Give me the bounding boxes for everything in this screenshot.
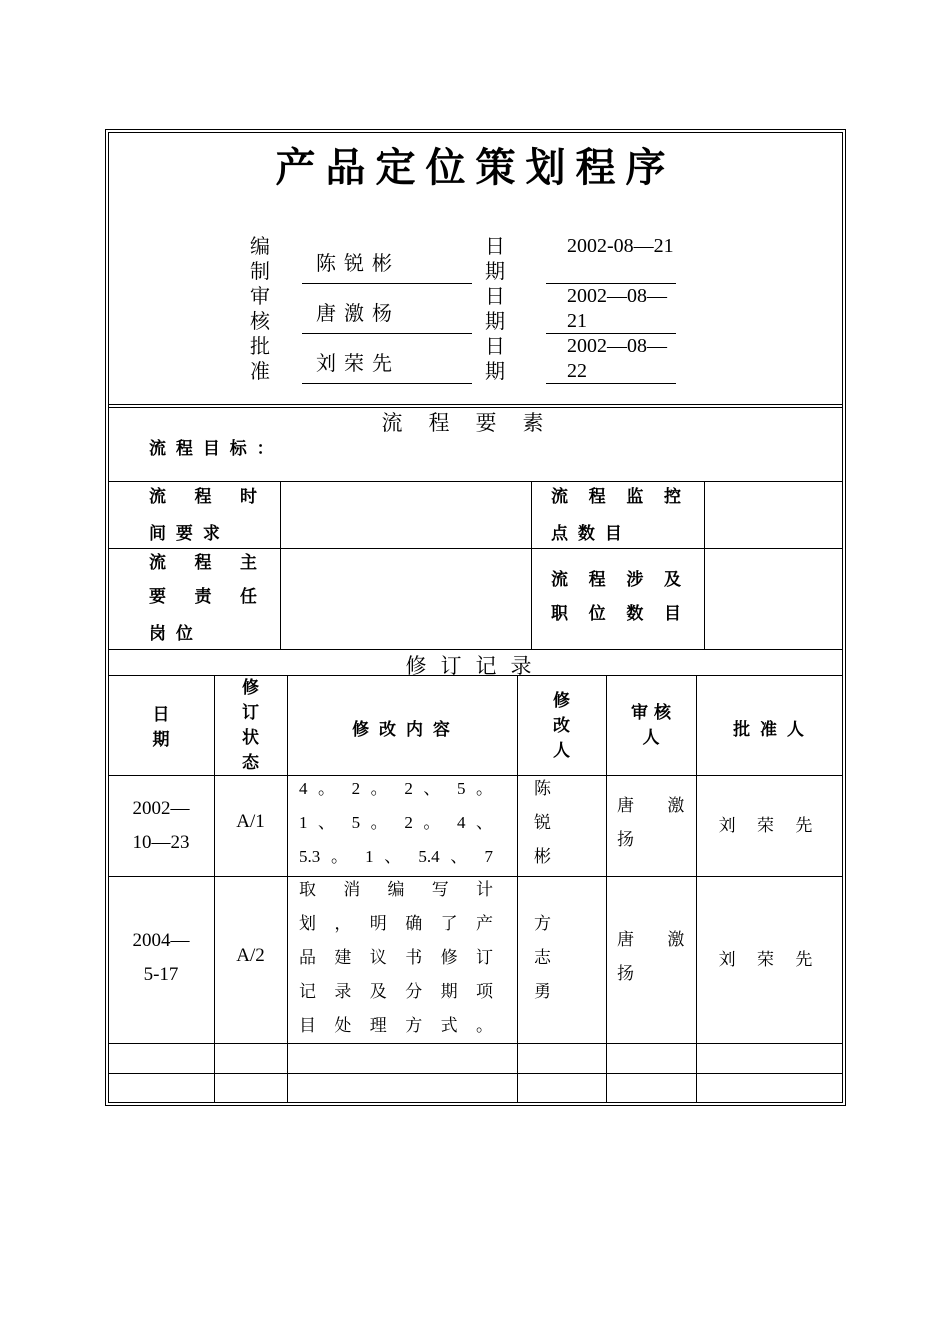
- approve-name: 刘荣先: [316, 351, 400, 375]
- rev-row1-modifier: 陈 锐 彬: [534, 779, 551, 867]
- rev-row-line-4: [108, 1073, 843, 1074]
- review-label: 审核: [250, 284, 270, 333]
- prepare-name-line: [302, 283, 472, 284]
- col-line-b: [531, 481, 532, 649]
- rev-header-date: 日 期: [152, 705, 170, 750]
- approve-label: 批准: [250, 334, 270, 383]
- rev-row2-reviewer: 唐 激 扬: [617, 930, 699, 984]
- prepare-date: 2002-08—21: [567, 235, 674, 257]
- rev-row-line-3: [108, 1043, 843, 1044]
- rev-row2-date: 2004— 5-17: [132, 930, 190, 985]
- approve-name-line: [302, 383, 472, 384]
- rev-header-status: 修 订 状 态: [242, 678, 259, 773]
- rev-row1-content: 4 。 2 。 2 、 5 。 1 、 5 。 2 。 4 、 5.3 。 1 、 5.4 、 7: [299, 779, 493, 866]
- elements-heading: 流程要素: [381, 411, 570, 435]
- approve-date-line: [546, 383, 676, 384]
- rev-header-content: 修 改 内 容: [352, 720, 452, 740]
- rev-header-reviewer: 审 核 人: [631, 703, 671, 748]
- col-line-a: [280, 481, 281, 649]
- document-title: 产品定位策划程序: [275, 145, 676, 191]
- review-date: 2002—08—21: [567, 285, 667, 332]
- section-divider-top: [108, 404, 843, 405]
- rev-row2-modifier: 方 志 勇: [534, 914, 551, 1002]
- prepare-date-label: 日期: [485, 234, 505, 283]
- rev-header-approver: 批 准 人: [733, 720, 806, 740]
- prepare-name: 陈锐彬: [316, 251, 400, 275]
- time-requirement-label: 流 程 时: [149, 487, 257, 507]
- main-posts-label: 流 程 主 要 责 任: [149, 553, 257, 607]
- rev-row1-date: 2002— 10—23: [132, 798, 190, 853]
- monitor-points-label: 流 程 监 控: [551, 487, 681, 507]
- approve-date-label: 日期: [485, 334, 505, 383]
- rev-header-modifier: 修 改 人: [553, 691, 570, 761]
- col-line-c: [704, 481, 705, 649]
- rev-row1-status: A/1: [236, 811, 265, 832]
- involved-posts-label: 流 程 涉 及 职 位 数 目: [551, 570, 681, 624]
- time-requirement-label-2: 间 要 求: [149, 524, 222, 544]
- approve-date: 2002—08—22: [567, 335, 667, 382]
- revision-heading: 修订记录: [405, 654, 546, 678]
- review-date-label: 日期: [485, 284, 505, 333]
- rev-row2-approver: 刘 荣 先: [718, 950, 821, 970]
- rev-row2-content: 取 消 编 写 计 划 ， 明 确 了 产 品 建 议 书 修 订 记 录 及 分 期 项 目 处 理 方 式 。: [299, 880, 493, 1036]
- rev-row1-approver: 刘 荣 先: [718, 816, 821, 836]
- process-goal-label: 流 程 目 标 ：: [149, 439, 276, 459]
- main-posts-label-3: 岗 位: [149, 624, 195, 644]
- rev-row2-status: A/2: [236, 945, 265, 966]
- monitor-points-label-2: 点 数 目: [551, 524, 624, 544]
- rev-row1-reviewer: 唐 激 扬: [617, 796, 699, 850]
- review-name: 唐激杨: [316, 301, 400, 325]
- review-name-line: [302, 333, 472, 334]
- prepare-label: 编制: [250, 234, 270, 283]
